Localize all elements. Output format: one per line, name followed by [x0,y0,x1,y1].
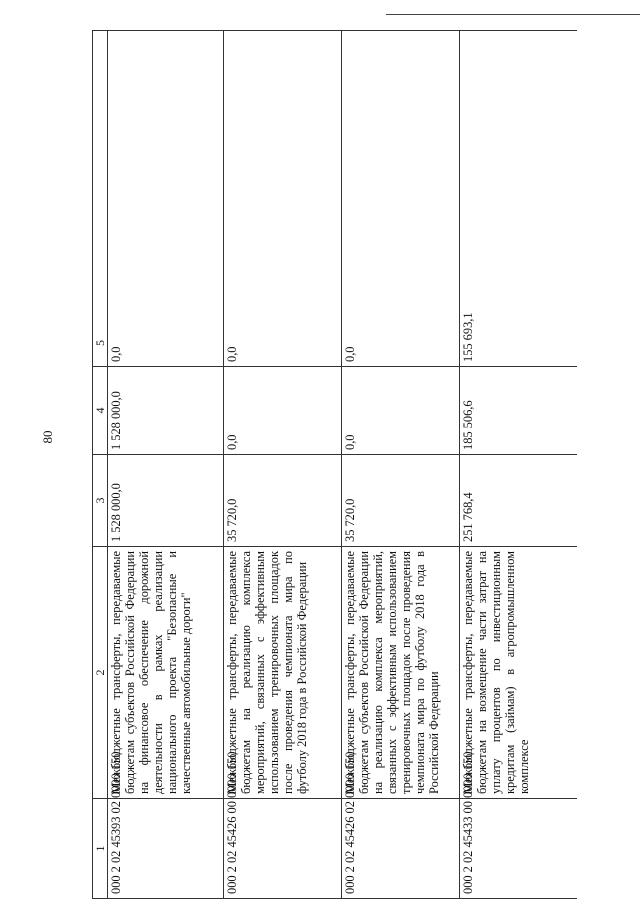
row-value-3: 251 768,4 [460,455,578,547]
row-value-5: 155 693,1 [460,31,578,367]
row-value-5: 0,0 [342,31,460,367]
row-value-4: 0,0 [224,367,342,455]
table-row [108,31,224,899]
row-description: Межбюджетные трансферты, передаваемые бюджетам субъектов Российской Федерации на финансовое обеспечение дорожной деятельности в рамках реализации национального проекта "Безопасные и качественные автомобильные дороги" [108,547,224,799]
row-code: 000 2 02 45393 02 0000 150 [108,799,224,899]
row-value-5: 0,0 [224,31,342,367]
row-value-4: 0,0 [342,367,460,455]
row-code: 000 2 02 45433 00 0000 150 [460,799,578,899]
row-value-3: 35 720,0 [342,455,460,547]
column-header-5: 5 [93,31,108,367]
table-row [460,31,578,899]
table-row [224,31,342,899]
row-description: Межбюджетные трансферты, передаваемые бюджетам субъектов Российской Федерации на реализацию комплекса мероприятий, связанных с эффективным использованием тренировочных площадок после проведения чемпионата мира по футболу 2018 года в Российской Федерации [342,547,460,799]
row-code: 000 2 02 45426 00 0000 150 [224,799,342,899]
table-row [342,31,460,899]
row-value-5: 0,0 [108,31,224,367]
column-header-4: 4 [93,367,108,455]
row-code: 000 2 02 45426 02 0000 150 [342,799,460,899]
page-number: 80 [40,430,55,444]
row-description: Межбюджетные трансферты, передаваемые бюджетам на возмещение части затрат на уплату процентов по инвестиционным кредитам (займам) в агропромышленном комплексе [460,547,578,799]
row-description: Межбюджетные трансферты, передаваемые бюджетам на реализацию комплекса мероприятий, связанных с эффективным использованием тренировочных площадок после проведения чемпионата мира по футболу 2018 года в Российской Федерации [224,547,342,799]
row-value-4: 1 528 000,0 [108,367,224,455]
column-header-1: 1 [93,799,108,899]
header-row [93,31,108,899]
row-value-3: 1 528 000,0 [108,455,224,547]
column-header-2: 2 [93,547,108,799]
row-value-3: 35 720,0 [224,455,342,547]
row-value-4: 185 506,6 [460,367,578,455]
budget-table [92,30,577,899]
column-header-3: 3 [93,455,108,547]
